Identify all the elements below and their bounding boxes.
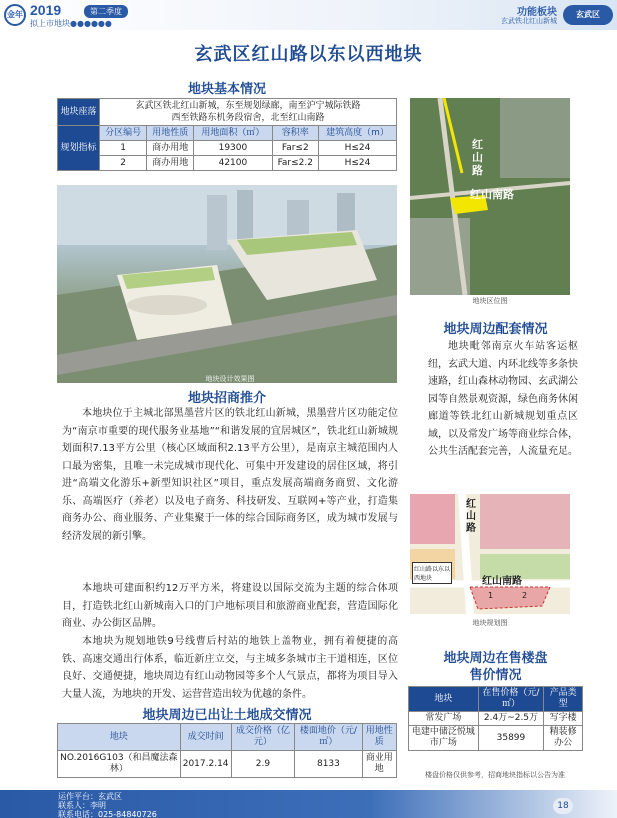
cell: 1 <box>100 141 147 156</box>
cell: 2.4万~2.5万 <box>478 712 544 726</box>
location-caption: 地块区位图 <box>472 297 508 305</box>
logo: 金年 <box>4 4 26 26</box>
section-label: 功能板块 <box>517 7 557 18</box>
cell: 电建中储泛悦城市广场 <box>409 726 479 751</box>
promo-heading: 地块招商推介 <box>187 391 266 406</box>
table-row <box>409 726 583 751</box>
surround-heading: 地块周边配套情况 <box>443 322 548 337</box>
header-subtitle: 拟上市地块●●●●●● <box>30 19 112 28</box>
cell: 精装修办公 <box>544 726 583 751</box>
col-price: 成交价格（亿元） <box>231 724 295 751</box>
sales-heading-1: 地块周边在售楼盘 <box>443 651 548 666</box>
area-label: 玄武铁北红山新城 <box>501 17 557 25</box>
cell: 19300 <box>194 141 272 156</box>
surround-text: 地块毗邻南京火车站客运枢纽，玄武大道、内环北线等多条快速路，红山森林动物园、玄武湖公园等自然景观资源，绿色商务休闲廊道等铁北红山新城规划重点区域，以及常发广场等商业综合体，公共生活配套完善，人流量充足。 <box>428 341 578 457</box>
cell: 2 <box>100 156 147 171</box>
col-plot: 地块 <box>409 687 479 712</box>
map2-zone-2: 2 <box>522 591 528 600</box>
deals-heading: 地块周边已出让土地成交情况 <box>142 708 312 723</box>
year-label: 2019 <box>30 2 62 18</box>
cell: Far≤2 <box>272 141 318 156</box>
col-price: 在售价格（元/㎡） <box>478 687 544 712</box>
col-area: 用地面积（㎡） <box>194 126 272 141</box>
footer-platform: 运作平台：玄武区 <box>58 792 122 801</box>
table-row <box>58 156 397 171</box>
loc-label: 地块座落 <box>58 99 100 126</box>
cell: 8133 <box>295 751 362 778</box>
cell: NO.2016G103（和昌魔法森林） <box>58 751 181 778</box>
loc-line2: 西至铁路东机务段宿舍，北至红山南路 <box>171 113 325 123</box>
page-header <box>0 0 617 30</box>
promo-paragraph-3: 本地块为规划地铁9号线曹后村站的地铁上盖物业，拥有着便捷的高铁、高速交通出行体系，临近新庄立交，与主城多条城市主干道相连，区位良好、交通便捷，地块周边有红山动物园等多个人气景点，都将为项目导入大量人流，为地块的开发、运营营造出较为优越的条件。 <box>62 636 398 700</box>
col-use: 用地性质 <box>147 126 194 141</box>
col-use: 用地性质 <box>362 724 396 751</box>
deals-table <box>57 723 397 778</box>
plan-label: 规划指标 <box>58 126 100 171</box>
cell: 常发广场 <box>409 712 479 726</box>
cell: 42100 <box>194 156 272 171</box>
loc-line1: 玄武区铁北红山新城，东至规划绿廊，南至沪宁城际铁路 <box>135 101 361 111</box>
cell: H≤24 <box>319 156 397 171</box>
plan-caption: 地块规划图 <box>472 619 508 627</box>
page-title: 玄武区红山路以东以西地块 <box>194 44 423 65</box>
map2-box-label: 红山路以东以西地块 <box>412 562 452 584</box>
col-date: 成交时间 <box>180 724 231 751</box>
design-rendering-image <box>57 185 397 383</box>
col-plot: 地块 <box>58 724 181 751</box>
rendering-art <box>57 185 397 383</box>
loc-cell <box>100 99 397 126</box>
cell: 2.9 <box>231 751 295 778</box>
table-row <box>58 751 397 778</box>
cell: H≤24 <box>319 141 397 156</box>
map1-label-hongshanlu: 红山路 <box>472 138 483 177</box>
location-map <box>410 98 570 295</box>
page-footer <box>0 790 617 818</box>
page-number: 18 <box>553 798 573 814</box>
promo-paragraph-2: 本地块可建面积约12万平方米，将建设以国际交流为主题的综合体项目，打造铁北红山新城南入口的门户地标项目和旅游商业配套，营造国际化商业、办公街区品牌。 <box>62 583 398 629</box>
map2-road-hongshanlu: 红山路 <box>466 499 476 534</box>
cell: 写字楼 <box>544 712 583 726</box>
cell: 商办用地 <box>147 141 194 156</box>
col-far: 容积率 <box>272 126 318 141</box>
footer-contact: 联系人：李明 <box>58 801 106 810</box>
rendering-caption: 地块设计效果图 <box>205 375 255 383</box>
plan-map <box>410 494 570 614</box>
cell: 商办用地 <box>147 156 194 171</box>
sales-heading-2: 售价情况 <box>469 668 522 683</box>
map1-label-hongshannanlu: 红山南路 <box>470 188 514 201</box>
header-right <box>463 3 613 27</box>
season-badge: 第二季度 <box>84 5 128 18</box>
table-row <box>409 712 583 726</box>
sales-note: 楼盘价格仅供参考，招商地块指标以公告为准 <box>425 771 565 779</box>
col-type: 产品类型 <box>544 687 583 712</box>
col-floor-price: 楼面地价（元/㎡） <box>295 724 362 751</box>
promo-paragraph-1: 本地块位于主城北部黑墨营片区的铁北红山新城，黑墨营片区功能定位为“南京市重要的现代服务业基地”“和谐发展的宜居城区”，铁北红山新城规划面积7.13平方公里（核心区域面积2.13平方公里），是南京主城范围内人口最为密集，且唯一未完成城市现代化、可集中开发建设的居住区域，将引进“高端文化游乐+新型知识社区”项目，重点发展高端商务商贸、文化游乐、高端医疗（养老）以及电子商务、科技研发、互联网+等产业，打造集商务办公、商业服务、产业集聚于一体的综合国际商务区，成为城市发展与经济发展的新引擎。 <box>62 408 398 542</box>
map2-road-hongshannanlu: 红山南路 <box>482 576 522 587</box>
sales-table <box>408 686 583 751</box>
basic-heading: 地块基本情况 <box>187 82 266 97</box>
cell: 2017.2.14 <box>180 751 231 778</box>
district-badge: 玄武区 <box>563 5 613 25</box>
col-height: 建筑高度（m） <box>319 126 397 141</box>
cell: 35899 <box>478 726 544 751</box>
footer-phone: 联系电话：025-84840726 <box>58 810 157 818</box>
table-row <box>58 141 397 156</box>
cell: 商业用地 <box>362 751 396 778</box>
map2-zone-1: 1 <box>488 591 494 600</box>
cell: Far≤2.2 <box>272 156 318 171</box>
col-zone: 分区编号 <box>100 126 147 141</box>
basic-table <box>57 98 397 171</box>
